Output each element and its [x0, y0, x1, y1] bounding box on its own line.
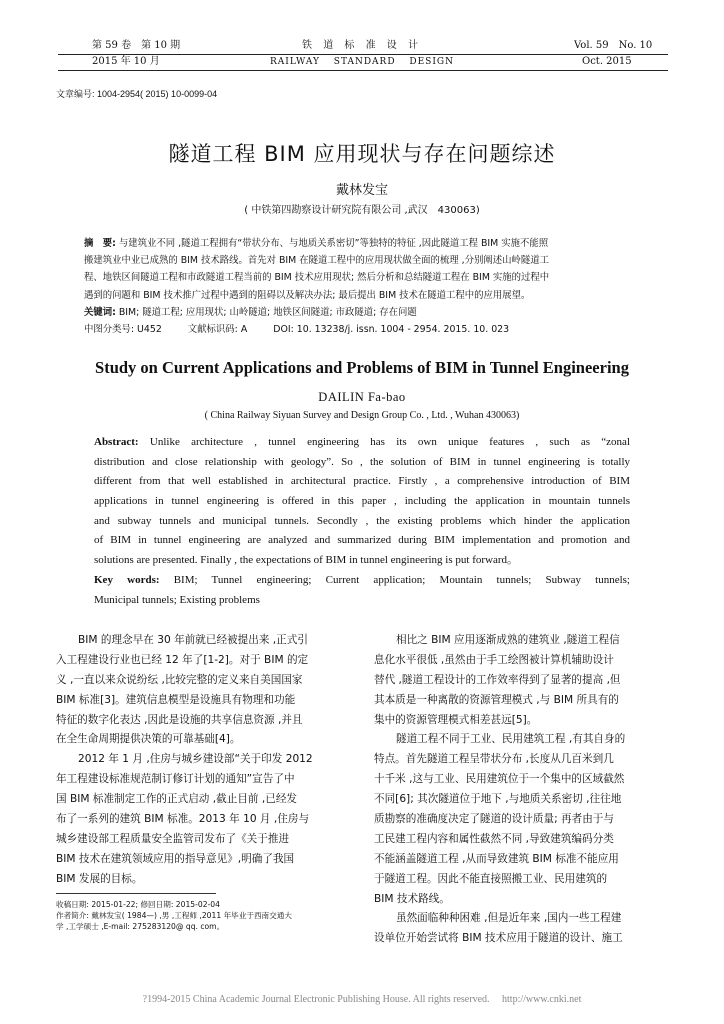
classification-line — [84, 321, 640, 338]
body-line: 工民建工程内容和属性截然不同 ,导致建筑编码分类 — [374, 832, 614, 845]
abstract-cn-label: 摘 要: — [84, 238, 116, 249]
doi-label: DOI: — [273, 323, 294, 335]
keywords-en-text-2: Municipal tunnels; Existing problems — [94, 593, 260, 606]
body-line: 特征的数字化表达 ,因此是设施的共享信息资源 ,并且 — [56, 713, 303, 726]
body-column-right — [374, 631, 656, 949]
article-number: 文章编号: 1004-2954( 2015) 10-0099-04 — [56, 89, 218, 99]
abstract-en-label: Abstract: — [94, 436, 139, 448]
body-line: 于隧道工程。因此不能直接照搬工业、民用建筑的 — [374, 872, 608, 885]
volume-issue: 第 59 卷 第 10 期 — [92, 40, 181, 51]
abstract-en-line: applications in tunnel engineering is offered in this paper , including the application in mountain tunnels — [94, 495, 630, 508]
body-line: 不同[6]; 其次隧道位于地下 ,与地质关系密切 ,往往地 — [374, 793, 622, 806]
copyright-notice: ?1994-2015 China Academic Journal Electronic Publishing House. All rights reserved. http://www.cnki.net — [142, 994, 582, 1005]
body-line: 在全生命周期提供决策的可靠基础[4]。 — [56, 733, 241, 746]
affiliation-cn: ( 中铁第四勘察设计研究院有限公司 ,武汉 430063) — [244, 205, 480, 216]
keywords-en — [94, 571, 630, 591]
body-line: 入工程建设行业也已经 12 年了[1-2]。对于 BIM 的定 — [56, 653, 309, 666]
body-line: BIM 技术在建筑领域应用的指导意见》,明确了我国 — [56, 852, 295, 865]
body-line: BIM 的理念早在 30 年前就已经被提出来 ,正式引 — [78, 634, 308, 646]
abstract-cn — [84, 235, 640, 338]
body-line: 虽然面临种种困难 ,但是近年来 ,国内一些工程建 — [396, 912, 622, 925]
body-line: BIM 标准[3]。建筑信息模型是设施具有物理和功能 — [56, 693, 296, 706]
doc-code-value: A — [240, 323, 248, 335]
clc-label: 中图分类号: — [84, 323, 135, 335]
footnote — [56, 899, 356, 932]
body-line: 质勘察的准确度决定了隧道的设计质量; 再者由于与 — [374, 813, 614, 826]
body-line: 相比之 BIM 应用逐渐成熟的建筑业 ,隧道工程信 — [396, 634, 620, 646]
footnote-author-bio-2: 学 ,工学硕士 ,E-mail: 275283120@ qq. com。 — [56, 922, 225, 931]
abstract-cn-line: 搬建筑业中业已成熟的 BIM 技术路线。首先对 BIM 在隧道工程中的应用现状做全面的梳理 ,分别阐述山岭隧道工 — [84, 255, 549, 267]
body-line: 特点。首先隧道工程呈带状分布 ,长度从几百米到几 — [374, 753, 614, 766]
clc-value: U452 — [137, 323, 162, 335]
volume-issue-en: Vol. 59 No. 10 — [574, 40, 653, 51]
doi-value: 10. 13238/j. issn. 1004 - 2954. 2015. 10. 023 — [296, 323, 510, 335]
body-line: BIM 发展的目标。 — [56, 872, 143, 885]
issue-date-en: Oct. 2015 — [582, 56, 632, 67]
paper-title-cn: 隧道工程 BIM 应用现状与存在问题综述 — [168, 142, 556, 166]
paper-title-en: Study on Current Applications and Problems of BIM in Tunnel Engineering — [95, 358, 629, 377]
footnote-dates: 收稿日期: 2015-01-22; 修回日期: 2015-02-04 — [56, 900, 220, 909]
abstract-cn-line: 与建筑业不同 ,隧道工程拥有“带状分布、与地质关系密切”等独特的特征 ,因此隧道工程 BIM 实施不能照 — [118, 238, 549, 249]
doc-code-label: 文献标识码: — [187, 323, 238, 335]
header-rule-bottom — [58, 70, 668, 71]
keywords-en-label: Key words: — [94, 573, 160, 586]
body-line: 其本质是一种离散的资源管理模式 ,与 BIM 所具有的 — [374, 693, 619, 706]
abstract-cn-line: 程、地铁区间隧道工程和市政隧道工程当前的 BIM 技术应用现状; 然后分析和总结隧道工程在 BIM 实施的过程中 — [84, 272, 550, 284]
body-line: 隧道工程不同于工业、民用建筑工程 ,有其自身的 — [396, 733, 626, 746]
abstract-en-line: and subway tunnels and municipal tunnels. Secondly , the existing problems which hinder the application — [94, 514, 630, 527]
keywords-cn — [84, 304, 640, 321]
body-line: 年工程建设标准规范制订修订计划的通知”宣告了中 — [56, 773, 295, 786]
body-line: 不能涵盖隧道工程 ,从而导致建筑 BIM 标准不能应用 — [374, 852, 619, 865]
abstract-en — [94, 433, 630, 610]
body-line: 国 BIM 标准制定工作的正式启动 ,截止目前 ,已经发 — [56, 793, 298, 806]
keywords-cn-label: 关键词: — [84, 306, 116, 318]
footnote-author-bio: 作者简介: 戴林发宝( 1984—) ,男 ,工程师 ,2011 年毕业于西南交通大 — [56, 911, 292, 920]
author-en: DAILIN Fa-bao — [318, 390, 406, 404]
footnote-rule — [56, 893, 216, 894]
body-line: 城乡建设部工程质量安全监管司发布了《关于推进 — [56, 832, 290, 845]
author-cn: 戴林发宝 — [335, 183, 388, 198]
body-line: 集中的资源管理模式相差甚远[5]。 — [374, 713, 538, 726]
affiliation-en: ( China Railway Siyuan Survey and Design Group Co. , Ltd. , Wuhan 430063) — [204, 410, 520, 421]
body-line: 2012 年 1 月 ,住房与城乡建设部“关于印发 2012 — [78, 753, 313, 766]
keywords-en-text: BIM; Tunnel engineering; Current application; Mountain tunnels; Subway tunnels; — [173, 573, 630, 586]
abstract-cn-line: 遇到的问题和 BIM 技术推广过程中遇到的阻碍以及解决办法; 最后提出 BIM 技术在隧道工程中的应用展望。 — [84, 289, 531, 301]
body-line: BIM 技术路线。 — [374, 892, 450, 905]
abstract-en-line: distribution and close relationship with geology”. So , the solution of BIM in tunnel engineering is totally — [94, 455, 630, 468]
abstract-en-line: different from that well established in architectural practice. Firstly , a comprehensive introduction of BIM — [94, 475, 630, 488]
body-line: 设单位开始尝试将 BIM 技术应用于隧道的设计、施工 — [374, 932, 623, 945]
body-line: 布了一系列的建筑 BIM 标准。2013 年 10 月 ,住房与 — [56, 813, 310, 826]
body-line: 息化水平很低 ,虽然由于手工绘图被计算机辅助设计 — [374, 653, 614, 666]
header-rule — [58, 54, 668, 55]
abstract-en-line: solutions are presented. Finally , the expectations of BIM in tunnel engineering is put forward。 — [94, 554, 519, 567]
abstract-en-line: Unlike architecture , tunnel engineering has its own unique features , such as “zonal — [149, 436, 630, 448]
journal-name-en: RAILWAY STANDARD DESIGN — [270, 57, 454, 67]
journal-name-cn: 铁 道 标 准 设 计 — [302, 40, 422, 51]
body-line: 义 ,一直以来众说纷纭 ,比较完整的定义来自美国国家 — [56, 673, 303, 686]
issue-date: 2015 年 10 月 — [92, 56, 160, 67]
body-line: 十千米 ,这与工业、民用建筑位于一个集中的区域截然 — [374, 773, 625, 786]
abstract-en-line: of BIM in tunnel engineering are analyzed and summarized during BIM implementation and promotion and — [94, 534, 630, 547]
keywords-cn-text: BIM; 隧道工程; 应用现状; 山岭隧道; 地铁区间隧道; 市政隧道; 存在问题 — [118, 306, 417, 318]
body-column-left — [56, 631, 338, 890]
body-line: 替代 ,隧道工程设计的工作效率得到了显著的提高 ,但 — [374, 673, 621, 686]
